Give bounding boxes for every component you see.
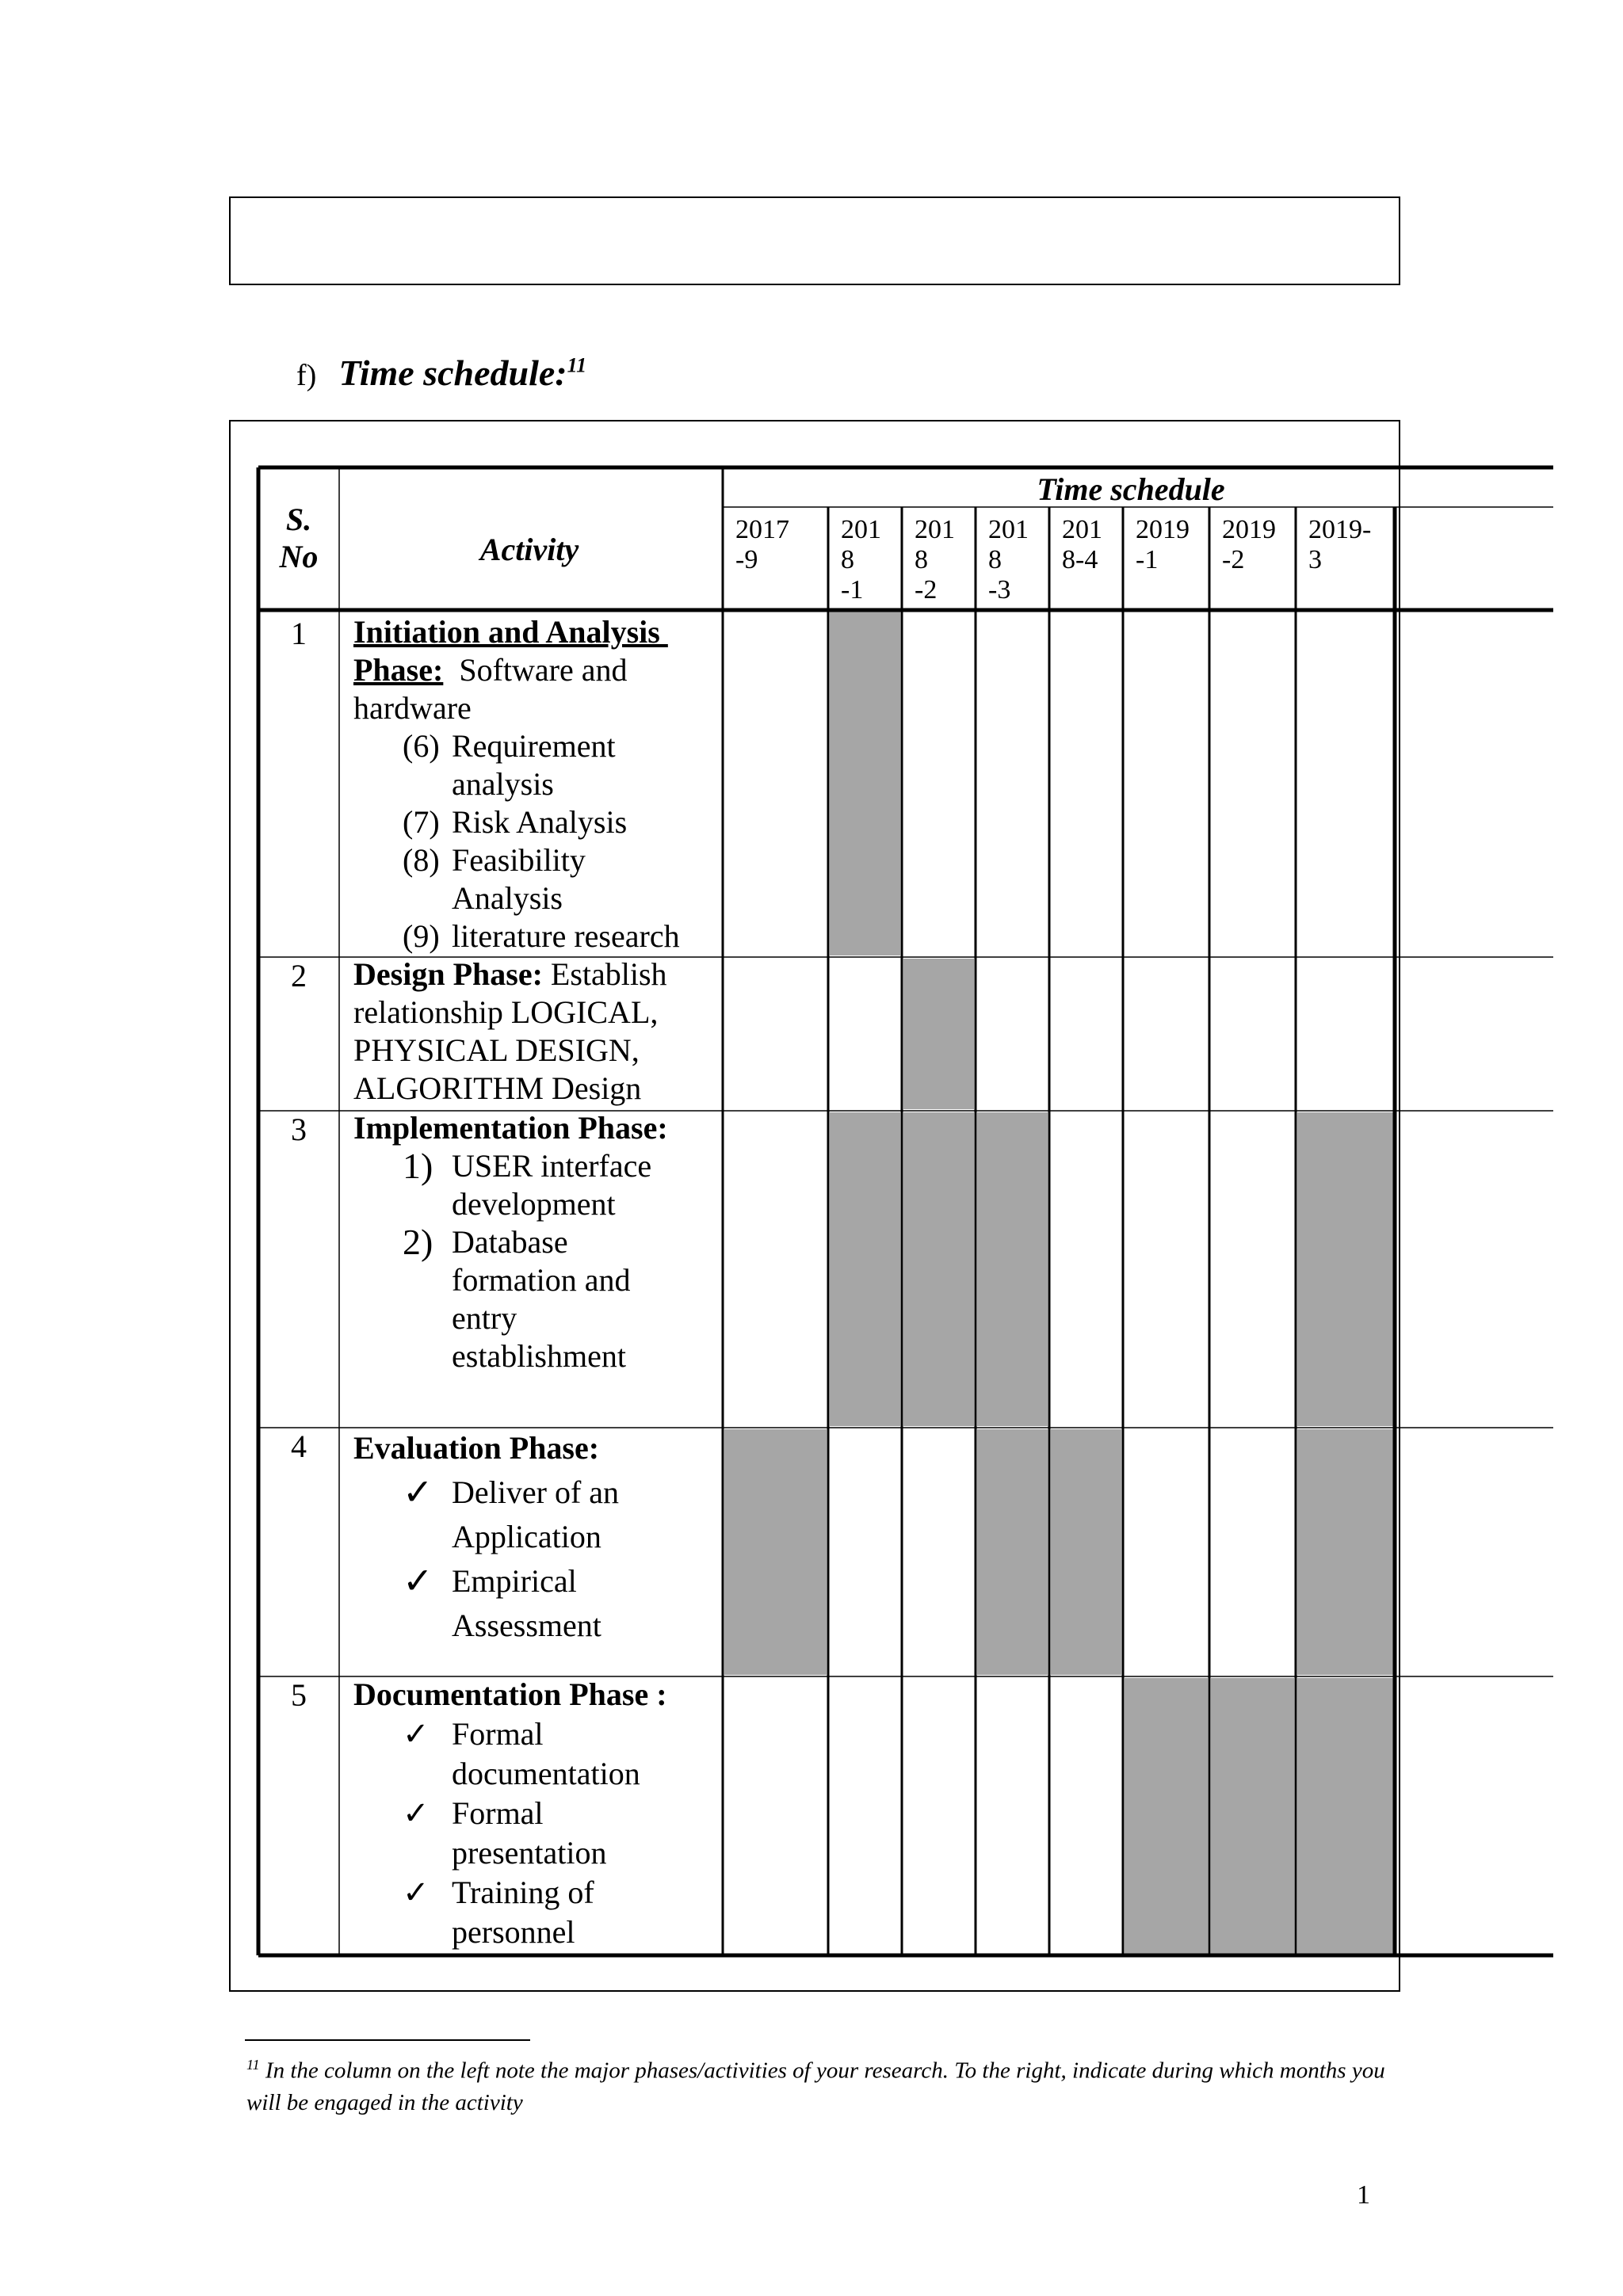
month-header-line: -2 — [1222, 545, 1245, 574]
row-1-title-block — [353, 613, 726, 727]
row-5-item-marker: ✓ — [403, 1716, 430, 1752]
schedule-bar — [977, 1112, 1048, 1426]
row-5-title: Documentation Phase : — [353, 1676, 667, 1712]
row-5-item-marker: ✓ — [403, 1795, 430, 1831]
row-1-item-line: Analysis — [452, 880, 563, 916]
month-header — [735, 515, 789, 575]
row-5-item-line: personnel — [452, 1914, 575, 1950]
month-header-line: -3 — [988, 575, 1011, 605]
row-5-item-line: Training of — [452, 1875, 594, 1910]
sno-header-line2: No — [279, 539, 319, 574]
row-2-desc-line: ALGORITHM Design — [353, 1070, 642, 1106]
row-4-item-marker: ✓ — [403, 1561, 433, 1601]
row-3-item-line: development — [452, 1186, 616, 1222]
month-header-line: 8 — [915, 545, 928, 574]
row-1-number: 1 — [291, 616, 307, 651]
row-3-item-line: USER interface — [452, 1148, 652, 1184]
month-header-line: -9 — [735, 545, 758, 574]
row-4-item-line: Deliver of an — [452, 1474, 620, 1510]
schedule-bar — [1125, 1678, 1208, 1954]
row-5-activity — [353, 1675, 726, 1952]
row-4-item-line: Empirical — [452, 1563, 577, 1599]
row-1-item-line: Risk Analysis — [452, 804, 628, 840]
row-3-item-marker: 2) — [403, 1222, 433, 1262]
month-header-line: 2019 — [1136, 515, 1190, 544]
row-5-number: 5 — [291, 1677, 307, 1713]
schedule-bars — [724, 612, 1393, 1954]
month-header-line: 8 — [841, 545, 854, 574]
row-4-item — [353, 1470, 726, 1559]
row-5-item — [353, 1873, 726, 1952]
row-1-item-line: Feasibility — [452, 842, 586, 878]
month-header — [1222, 515, 1276, 575]
footnote-text: In the column on the left note the major phases/activities of your research. To the right, indicate during which months you will be engaged in the activity — [246, 2058, 1385, 2115]
row-1-item-line: Requirement — [452, 728, 616, 764]
row-1-item — [353, 803, 726, 841]
row-5-item-marker: ✓ — [403, 1875, 430, 1910]
row-5-item-line: presentation — [452, 1835, 607, 1871]
month-header-line: 8 — [988, 545, 1002, 574]
month-header — [915, 515, 955, 605]
schedule-bar — [724, 1429, 827, 1675]
row-3-title: Implementation Phase: — [353, 1110, 668, 1146]
row-5-item-line: Formal — [452, 1716, 544, 1752]
row-2-desc-line: relationship LOGICAL, — [353, 994, 659, 1030]
schedule-bar — [1297, 1429, 1393, 1675]
row-3-item-line: establishment — [452, 1338, 626, 1374]
row-1-title-rest: Phase: — [353, 652, 444, 688]
month-header-line: 201 — [988, 515, 1029, 544]
row-1-item-marker: (6) — [403, 728, 440, 764]
row-2-title: Design Phase: — [353, 956, 543, 992]
month-header — [1136, 515, 1190, 575]
schedule-bar — [903, 959, 974, 1109]
row-1-title-line2 — [353, 651, 726, 689]
row-4-item-marker: ✓ — [403, 1472, 433, 1512]
row-5-item — [353, 1714, 726, 1794]
row-4-activity — [353, 1426, 726, 1648]
row-1-item-marker: (9) — [403, 918, 440, 954]
row-2-number: 2 — [291, 958, 307, 994]
row-3-item-marker: 1) — [403, 1146, 433, 1186]
row-1-desc-rest: hardware — [353, 690, 472, 726]
row-5-item-line: documentation — [452, 1756, 640, 1791]
row-1-item — [353, 917, 726, 955]
schedule-bar — [830, 1112, 900, 1426]
month-header-line: 201 — [915, 515, 955, 544]
month-header-line: -1 — [1136, 545, 1159, 574]
month-header-line: -1 — [841, 575, 864, 605]
month-header — [1062, 515, 1102, 575]
footnote-rule — [245, 2039, 530, 2041]
row-1-activity — [353, 613, 726, 955]
row-2-activity — [353, 955, 726, 1108]
row-2-line1 — [353, 955, 726, 994]
month-header-line: 3 — [1308, 545, 1322, 574]
row-3-item — [353, 1223, 726, 1375]
footnote-number: 11 — [246, 2057, 260, 2073]
schedule-bar — [1051, 1429, 1121, 1675]
row-5-item-line: Formal — [452, 1795, 544, 1831]
month-header — [988, 515, 1029, 605]
row-3-number: 3 — [291, 1112, 307, 1147]
page-number: 1 — [1357, 2180, 1370, 2210]
month-header-line: -2 — [915, 575, 938, 605]
month-header-line: 2017 — [735, 515, 789, 544]
row-4-number: 4 — [291, 1428, 307, 1464]
row-3-activity — [353, 1109, 726, 1375]
row-1-item-line: literature research — [452, 918, 680, 954]
schedule-bar — [830, 612, 900, 955]
row-1-item-line: analysis — [452, 766, 554, 802]
month-header-line: 2019 — [1222, 515, 1276, 544]
schedule-bar — [903, 1112, 974, 1426]
section-marker: f) — [296, 359, 317, 392]
row-4-item-line: Application — [452, 1519, 601, 1554]
month-header — [1308, 515, 1371, 575]
schedule-bar — [1297, 1678, 1393, 1954]
activity-header: Activity — [479, 532, 579, 567]
footnote — [246, 2049, 1411, 2119]
sno-header-line1: S. — [285, 502, 312, 537]
row-1-item-marker: (8) — [403, 842, 440, 878]
row-1-title-line: Initiation and Analysis — [353, 614, 668, 650]
section-title: Time schedule: — [338, 353, 567, 393]
month-header-line: 8-4 — [1062, 545, 1098, 574]
row-1-item — [353, 841, 726, 917]
month-header-line: 201 — [841, 515, 881, 544]
row-1-desc: Software and — [443, 652, 628, 688]
row-4-title: Evaluation Phase: — [353, 1430, 600, 1466]
row-3-item-line: Database — [452, 1224, 568, 1260]
sno-header — [259, 501, 338, 575]
row-1-item — [353, 727, 726, 803]
row-4-item — [353, 1559, 726, 1648]
month-header — [841, 515, 881, 605]
row-2-desc-line: PHYSICAL DESIGN, — [353, 1032, 640, 1068]
month-header-line: 201 — [1062, 515, 1102, 544]
schedule-bar — [977, 1429, 1048, 1675]
time-schedule-header: Time schedule — [1037, 471, 1225, 507]
schedule-bar — [1211, 1678, 1294, 1954]
month-header-line: 2019- — [1308, 515, 1372, 544]
row-3-item-line: entry — [452, 1300, 517, 1336]
row-3-item — [353, 1147, 726, 1223]
row-2-desc: Establish — [542, 956, 667, 992]
row-5-item — [353, 1794, 726, 1873]
footnote-ref: 11 — [567, 353, 587, 377]
row-4-item-line: Assessment — [452, 1608, 601, 1643]
schedule-bar — [1297, 1112, 1393, 1426]
row-3-item-line: formation and — [452, 1262, 631, 1298]
row-1-item-marker: (7) — [403, 804, 440, 840]
